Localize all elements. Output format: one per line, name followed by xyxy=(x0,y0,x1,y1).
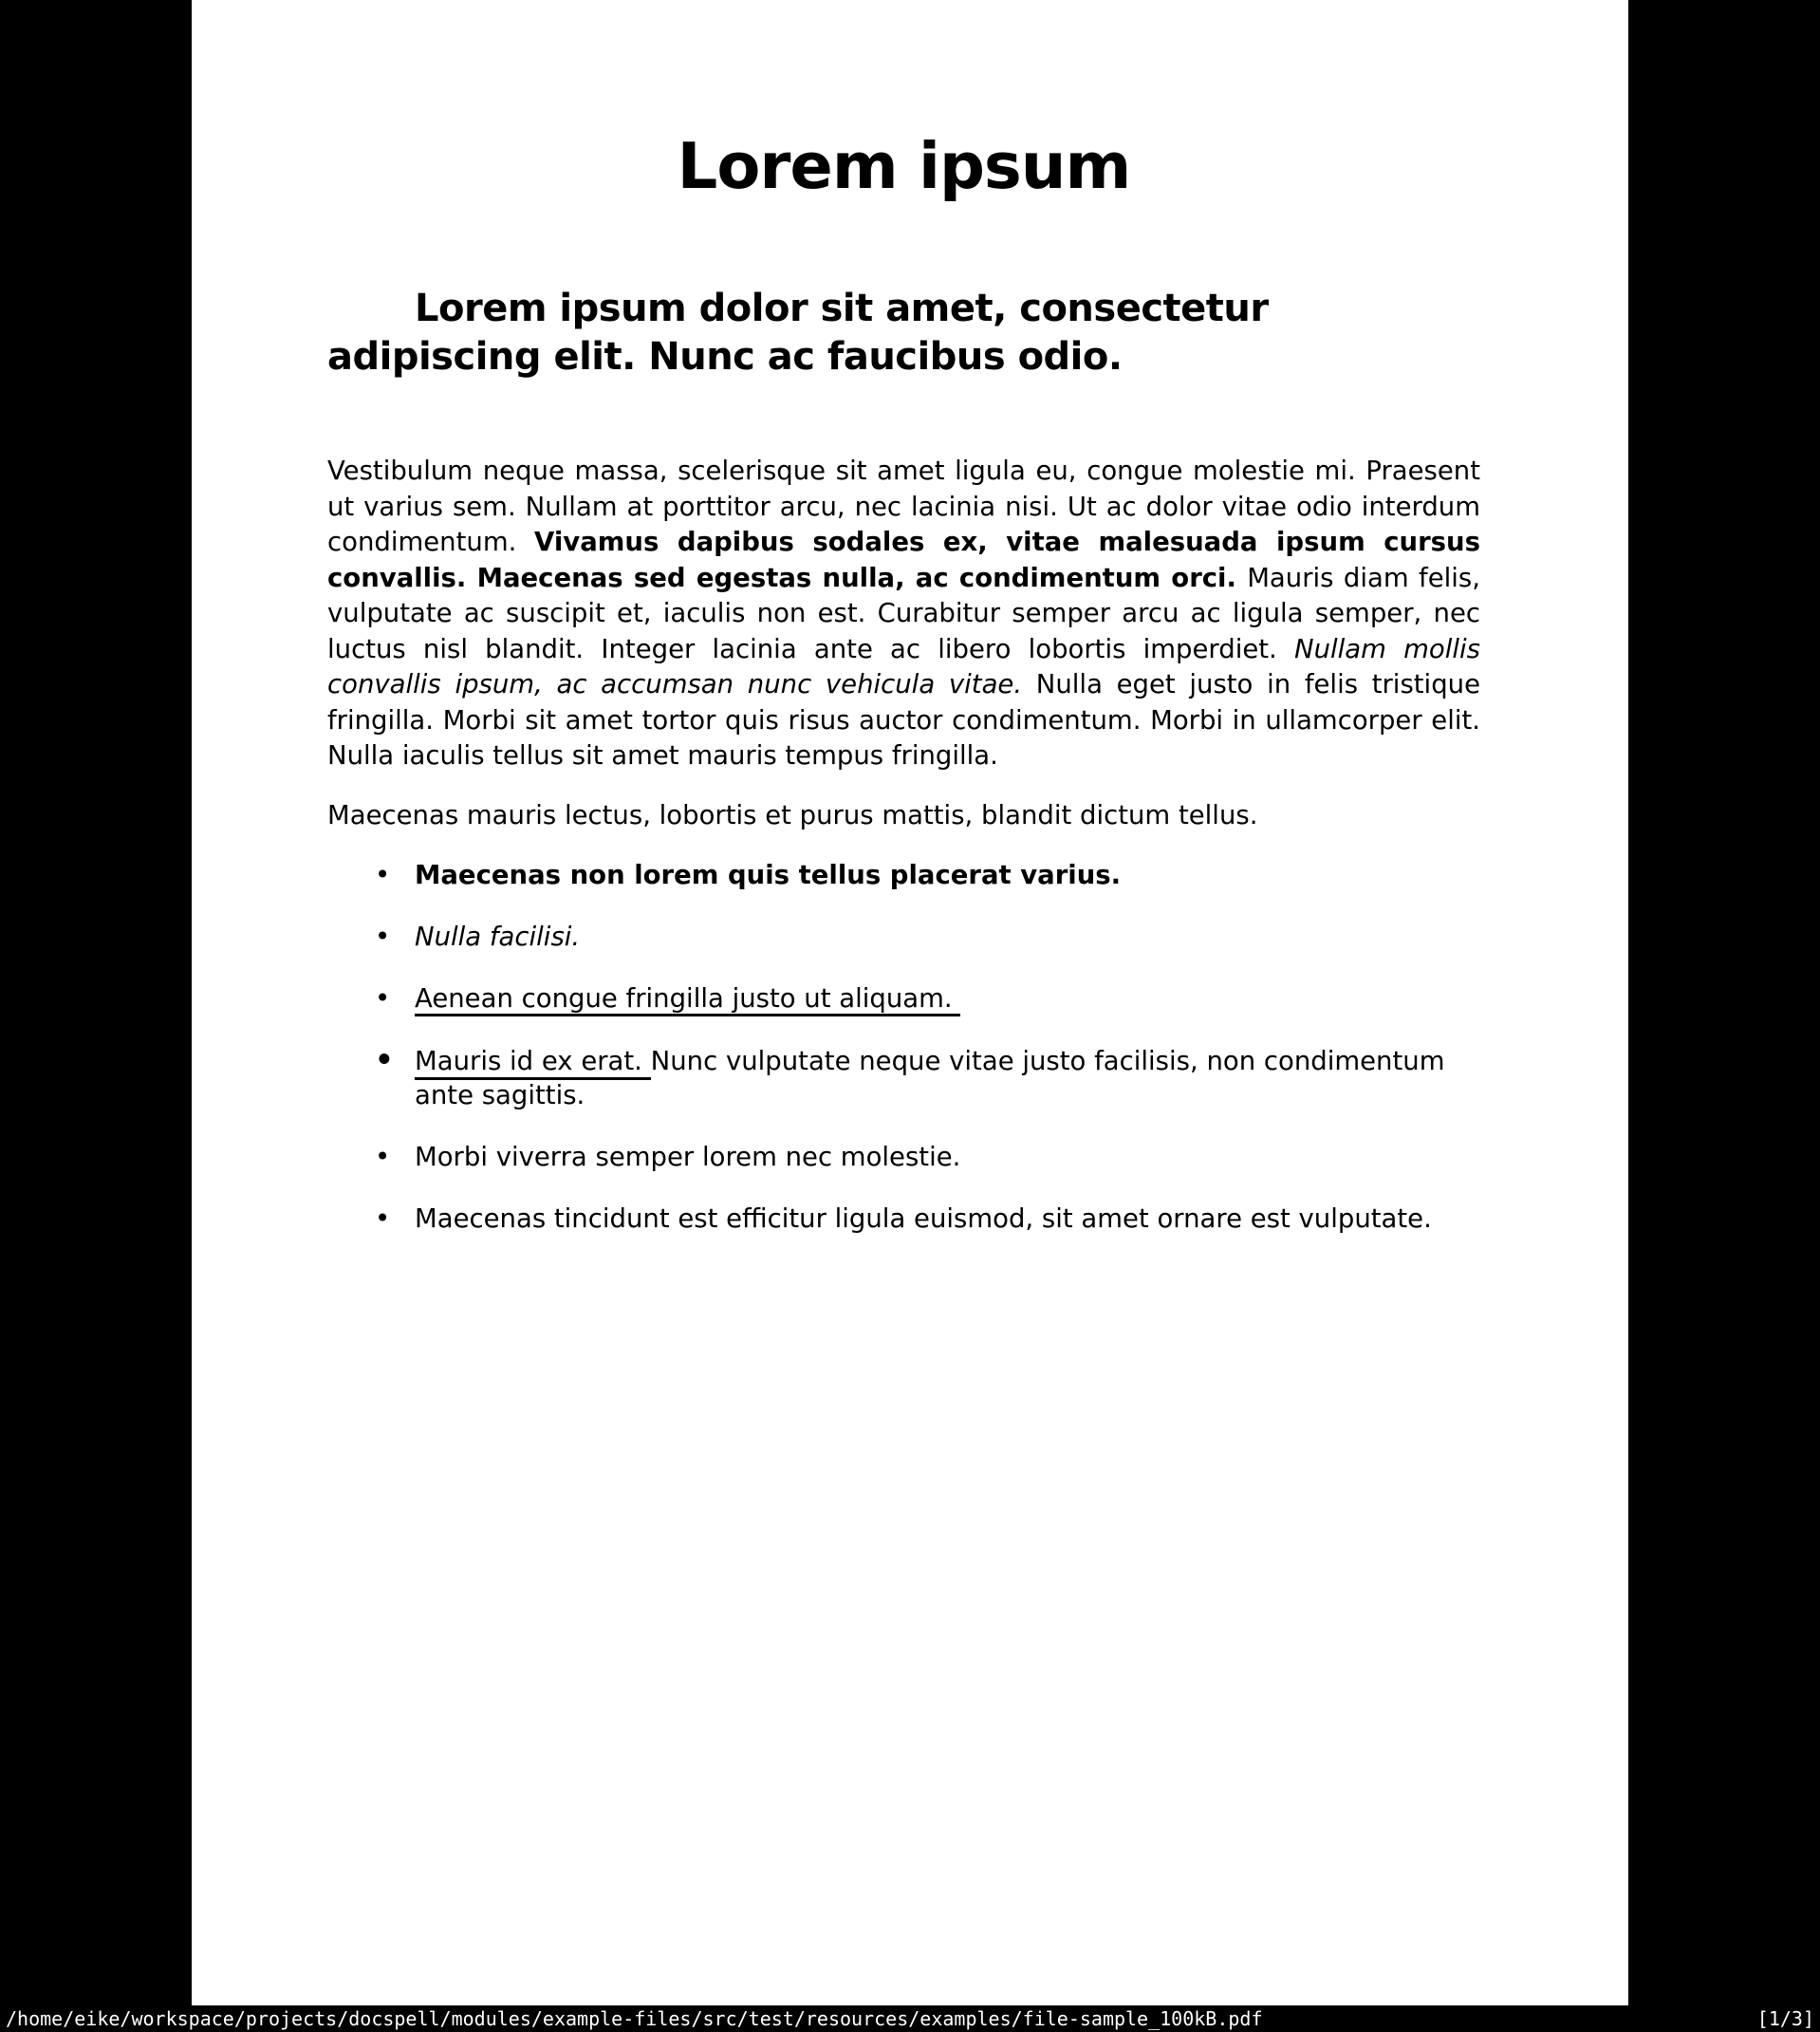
text-run: Maecenas non lorem quis tellus placerat varius. xyxy=(415,860,1122,891)
text-run: Nulla facilisi. xyxy=(415,922,581,953)
page-title: Lorem ipsum xyxy=(677,129,1131,203)
text-run: Nunc vulputate neque vitae justo facilisis, non condimentum ante sagittis. xyxy=(415,1046,1445,1111)
text-run: Maecenas tincidunt est efficitur ligula euismod, sit amet ornare est vulputate. xyxy=(415,1203,1432,1235)
list-item-content xyxy=(375,922,581,953)
list-item xyxy=(327,1140,1480,1174)
list-item xyxy=(327,981,1480,1016)
paragraph-body xyxy=(327,454,1480,774)
list-item-content xyxy=(375,1043,1445,1111)
list-item xyxy=(327,858,1480,892)
text-run: Vestibulum neque massa, scelerisque sit amet ligula eu, congue molestie mi. Praesent ut varius sem. Nullam at porttitor arcu, nec lacinia nisi. Ut ac dolor vitae odio interdum condimentum. xyxy=(327,456,1480,558)
text-run: Aenean congue fringilla justo ut aliquam. xyxy=(415,983,961,1015)
list-item xyxy=(327,1043,1480,1112)
text-run: Mauris diam felis, vulputate ac suscipit et, iaculis non est. Curabitur semper arcu ac ligula semper, nec luctus nisl blandit. Integer lacinia ante ac libero lobortis imperdiet. xyxy=(327,562,1480,664)
text-run: Morbi viverra semper lorem nec molestie. xyxy=(415,1142,961,1173)
bullet-icon: • xyxy=(375,1142,391,1173)
list-item-content xyxy=(375,860,1122,891)
bullet-icon: • xyxy=(375,983,391,1015)
bullet-icon: • xyxy=(375,860,391,891)
list-item xyxy=(327,1202,1480,1236)
text-run: Mauris id ex erat. xyxy=(415,1046,651,1080)
page-indicator: [1/3] xyxy=(1756,2007,1814,2030)
document-heading: Lorem ipsum dolor sit amet, consectetur adipiscing elit. Nunc ac faucibus odio. xyxy=(327,287,1269,380)
list-item xyxy=(327,920,1480,954)
list-item-content xyxy=(375,1203,1432,1235)
bullet-icon: • xyxy=(375,1203,391,1235)
list-item-content xyxy=(375,983,961,1016)
file-path: /home/eike/workspace/projects/docspell/modules/example-files/src/test/resources/examples/file-sample_100kB.pdf xyxy=(6,2007,1263,2030)
bullet-icon: • xyxy=(375,1043,394,1078)
list-item-content xyxy=(375,1142,961,1173)
bullet-list xyxy=(327,858,1480,1236)
text-run: Vivamus dapibus sodales ex, vitae malesuada ipsum cursus convallis. Maecenas sed egestas nulla, ac condimentum orci. xyxy=(327,527,1480,593)
paragraph-lead-in: Maecenas mauris lectus, lobortis et purus mattis, blandit dictum tellus. xyxy=(327,799,1258,830)
text-run: Nulla eget justo in felis tristique fringilla. Morbi sit amet tortor quis risus auctor condimentum. Morbi in ullamcorper elit. Nulla iaculis tellus sit amet mauris tempus fringilla. xyxy=(327,669,1481,772)
text-run: Nullam mollis convallis ipsum, ac accumsan nunc vehicula vitae. xyxy=(327,633,1480,700)
bullet-icon: • xyxy=(375,922,391,953)
statusbar xyxy=(0,2005,1820,2032)
pdf-page xyxy=(192,0,1628,2005)
